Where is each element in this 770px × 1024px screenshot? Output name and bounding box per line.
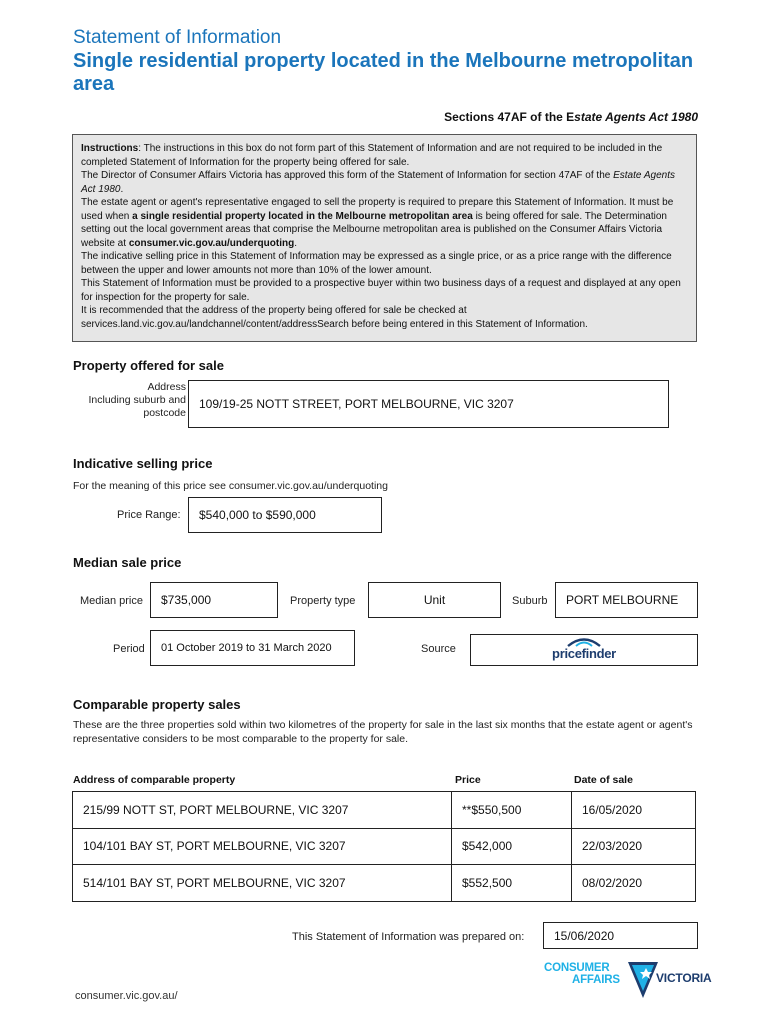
period-label: Period	[113, 643, 145, 655]
table-row	[73, 792, 696, 829]
source-label: Source	[421, 643, 456, 655]
instructions-paragraph-3: The estate agent or agent's representative engaged to sell the property is required to prepare this Statement of Information. It must be used when a single residential property located in the Melbourne metropolitan area is being offered for sale. The Determination setting out the local government areas that comprise the Melbourne metropolitan area is published on the Consumer Affairs Victoria website at consumer.vic.gov.au/underquoting.	[81, 197, 674, 249]
instructions-box	[72, 134, 697, 342]
median-section-title: Median sale price	[73, 555, 182, 570]
column-price-header: Price	[455, 774, 481, 786]
column-date-header: Date of sale	[574, 774, 633, 786]
comparable-address-cell[interactable]: 104/101 BAY ST, PORT MELBOURNE, VIC 3207	[73, 828, 452, 865]
instructions-paragraph-1: Instructions: The instructions in this box do not form part of this Statement of Information and are not required to be included in the completed Statement of Information for the property being offered for sale.	[81, 143, 663, 168]
comparable-price-cell[interactable]: $542,000	[452, 828, 572, 865]
pricefinder-wordmark: pricefinder	[552, 646, 616, 661]
comparable-price-cell[interactable]: $552,500	[452, 865, 572, 902]
statement-heading: Statement of Information	[73, 27, 282, 48]
comparable-date-cell[interactable]: 16/05/2020	[572, 792, 696, 829]
instructions-paragraph-6: It is recommended that the address of the property being offered for sale be checked at services.land.vic.gov.au/landchannel/content/addressSearch before being entered in this Statement of Information.	[81, 305, 588, 330]
indicative-note: For the meaning of this price see consumer.vic.gov.au/underquoting	[73, 480, 388, 492]
table-row	[73, 865, 696, 902]
property-address-field[interactable]: 109/19-25 NOTT STREET, PORT MELBOURNE, VIC 3207	[188, 380, 669, 428]
median-price-label: Median price	[80, 595, 143, 607]
median-price-field[interactable]: $735,000	[150, 582, 278, 618]
property-type-field[interactable]: Unit	[368, 582, 501, 618]
pricefinder-logo	[544, 637, 624, 663]
price-range-field[interactable]: $540,000 to $590,000	[188, 497, 382, 533]
instructions-paragraph-4: The indicative selling price in this Statement of Information may be expressed as a single price, or as a price range with the difference between the upper and lower amounts not more than 10% of the lower amount.	[81, 251, 672, 276]
sections-reference: Sections 47AF of the Estate Agents Act 1980	[444, 110, 698, 124]
column-address-header: Address of comparable property	[73, 774, 236, 786]
prepared-on-label: This Statement of Information was prepared on:	[292, 931, 525, 943]
price-range-label: Price Range:	[117, 509, 181, 521]
comparable-date-cell[interactable]: 08/02/2020	[572, 865, 696, 902]
property-section-title: Property offered for sale	[73, 358, 224, 373]
underquoting-link[interactable]: consumer.vic.gov.au/underquoting	[128, 237, 295, 249]
table-row	[73, 828, 696, 865]
prepared-on-date-field[interactable]: 15/06/2020	[543, 922, 698, 949]
comparable-address-cell[interactable]: 215/99 NOTT ST, PORT MELBOURNE, VIC 3207	[73, 792, 452, 829]
instructions-paragraph-2: The Director of Consumer Affairs Victoria has approved this form of the Statement of Information for section 47AF of the Estate Agents Act 1980.	[81, 170, 675, 195]
comparable-section-title: Comparable property sales	[73, 697, 241, 712]
comparable-date-cell[interactable]: 22/03/2020	[572, 828, 696, 865]
suburb-label: Suburb	[512, 595, 548, 607]
period-field[interactable]: 01 October 2019 to 31 March 2020	[150, 630, 355, 666]
comparable-price-cell[interactable]: **$550,500	[452, 792, 572, 829]
source-field[interactable]	[470, 634, 698, 666]
footer-url[interactable]: consumer.vic.gov.au/	[75, 990, 178, 1002]
instructions-paragraph-5: This Statement of Information must be provided to a prospective buyer within two business days of a request and displayed at any open for inspection for the property for sale.	[81, 278, 681, 303]
comparable-table	[72, 791, 696, 902]
comparable-address-cell[interactable]: 514/101 BAY ST, PORT MELBOURNE, VIC 3207	[73, 865, 452, 902]
consumer-affairs-victoria-logo: CONSUMER AFFAIRS VICTORIA	[544, 960, 702, 1002]
suburb-field[interactable]: PORT MELBOURNE	[555, 582, 698, 618]
indicative-section-title: Indicative selling price	[73, 456, 213, 471]
comparable-intro: These are the three properties sold within two kilometres of the property for sale in the last six months that the estate agent or agent's representative considers to be most comparable to the property for sale.	[73, 719, 693, 745]
address-label: Address Including suburb and postcode	[88, 381, 186, 419]
property-type-label: Property type	[290, 595, 356, 607]
document-title: Single residential property located in the Melbourne metropolitan area	[73, 50, 694, 95]
